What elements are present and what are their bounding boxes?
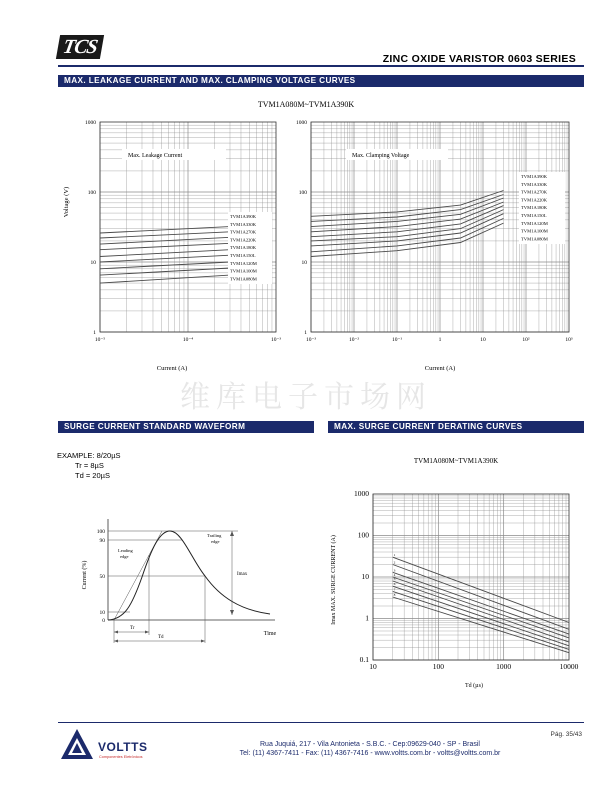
inset-label: Max. Clamping Voltage — [352, 153, 410, 159]
td-arrow-head-left — [114, 640, 118, 643]
x-tick-label: 10⁻² — [348, 337, 360, 343]
x-axis-label: Td (µs) — [465, 683, 483, 689]
wave-xlabel: Time — [263, 631, 277, 637]
y-tick-label: 10 — [301, 260, 307, 266]
series-number: 8 — [393, 592, 396, 597]
legend-entry: TVM1A220K — [521, 197, 548, 203]
y-tick-label: 1 — [365, 613, 369, 623]
legend-entry: TVM1A150L — [230, 253, 256, 258]
y-tick-label: 0.1 — [359, 655, 369, 664]
section-bar-surge-derating: MAX. SURGE CURRENT DERATING CURVES — [328, 421, 584, 433]
y-tick-label: 1000 — [296, 120, 307, 126]
legend-entry: TVM1A080M — [521, 236, 548, 242]
legend-entry: TVM1A330K — [230, 221, 257, 227]
y-tick-label: 1 — [93, 330, 96, 336]
imax-label: Imax — [237, 572, 248, 577]
series-line — [100, 237, 230, 244]
imax-arrow-head-up — [230, 531, 234, 536]
x-tick-label: 1000 — [496, 662, 512, 671]
x-tick-label: 1 — [438, 337, 442, 343]
series-line — [100, 243, 230, 249]
section-bar-surge-waveform: SURGE CURRENT STANDARD WAVEFORM — [58, 421, 314, 433]
page-number: Pág. 35/43 — [550, 731, 582, 738]
footer-address: Rua Juquiá, 217 - Vila Antonieta - S.B.C. - Cep:09629-040 - SP - Brasil — [260, 741, 480, 748]
series-line — [311, 195, 504, 222]
legend-entry: TVM1A220K — [230, 237, 257, 243]
x-tick-label: 100 — [432, 662, 444, 671]
imax-arrow-head-down — [230, 610, 234, 615]
example-text — [57, 451, 121, 481]
x-tick-label: 10 — [369, 662, 377, 671]
y-tick-label: 100 — [87, 190, 96, 196]
y-tick-label: 10 — [90, 260, 96, 266]
series-line — [100, 262, 230, 269]
wave-tick-100: 100 — [96, 529, 105, 535]
series-line — [100, 268, 230, 275]
legend-entry: TVM1A270K — [521, 189, 548, 195]
x-tick-label: 10 — [480, 337, 486, 343]
legend-entry: TVM1A120M — [521, 220, 548, 226]
derating-chart — [326, 480, 588, 702]
legend-entry: TVM1A390K — [521, 174, 548, 179]
td-arrow-head-right — [201, 640, 205, 643]
legend-entry: TVM1A270K — [230, 229, 257, 235]
x-tick-label: 10⁻⁴ — [182, 337, 194, 343]
y-axis-label: Voltage (V) — [63, 186, 70, 218]
series-number: 3 — [393, 568, 396, 573]
leakage-clamping-charts — [56, 112, 592, 377]
legend-entry: TVM1A120M — [230, 260, 257, 266]
series-title: ZINC OXIDE VARISTOR 0603 SERIES — [382, 53, 576, 65]
clamping-chart — [296, 120, 573, 372]
series-line — [311, 202, 504, 232]
wave-ylabel: Current (%) — [82, 560, 88, 590]
chart-main-title: TVM1A080M~TVM1A390K — [257, 100, 355, 109]
legend-entry: TVM1A080M — [230, 276, 257, 282]
wave-tick-50: 50 — [99, 574, 105, 580]
watermark: 维库电子市场网 — [180, 380, 432, 415]
wave-tick-0: 0 — [102, 618, 105, 624]
series-number: 7 — [393, 587, 396, 592]
y-axis-label: Imax MAX. SURGE CURRENT (A) — [331, 535, 337, 625]
legend-entry: TVM1A180K — [230, 245, 257, 251]
derating-title: TVM1A080M~TVM1A390K — [413, 457, 499, 465]
series-number: 5 — [393, 577, 396, 582]
inset-label: Max. Leakage Current — [128, 153, 183, 159]
x-tick-label: 10⁻³ — [270, 337, 282, 343]
leakage-chart — [63, 120, 281, 372]
footer-rule — [58, 722, 584, 723]
series-line — [393, 565, 569, 630]
series-line — [311, 191, 504, 217]
series-number: 4 — [393, 573, 396, 577]
series-line — [100, 255, 230, 262]
series-line — [100, 232, 230, 238]
trailing-edge-label-2: edge — [211, 539, 220, 544]
voltts-logo-icon — [60, 728, 94, 760]
voltts-brand: VOLTTS — [98, 740, 148, 754]
example-line-1: EXAMPLE: 8/20µS — [57, 451, 121, 460]
series-number: 2 — [393, 560, 396, 565]
leading-edge-label-1: Leading — [118, 548, 133, 553]
series-line — [393, 586, 569, 646]
legend-entry: TVM1A390K — [230, 214, 257, 219]
waveform-diagram — [70, 515, 300, 650]
x-tick-label: 10² — [522, 337, 530, 343]
legend-entry: TVM1A150L — [521, 213, 547, 218]
x-tick-label: 10000 — [559, 662, 579, 671]
series-line — [100, 250, 230, 257]
y-tick-label: 100 — [298, 190, 307, 196]
y-tick-label: 1 — [304, 330, 307, 336]
voltts-brand-sub: Componentes Eletrônicos — [99, 755, 143, 759]
series-number: 6 — [393, 582, 396, 587]
y-tick-label: 1000 — [354, 489, 369, 498]
wave-tick-10: 10 — [99, 610, 105, 616]
y-tick-label: 100 — [357, 530, 369, 540]
header-rule — [58, 65, 584, 67]
tr-arrow-head-right — [145, 631, 149, 634]
legend-entry: TVM1A180K — [521, 205, 548, 211]
x-tick-label: 10⁻⁵ — [94, 337, 106, 343]
x-axis-label: Current (A) — [156, 365, 188, 372]
y-tick-label: 10 — [361, 572, 369, 581]
legend-entry: TVM1A100M — [230, 268, 257, 274]
x-axis-label: Current (A) — [424, 365, 456, 372]
derating-chart-plot — [330, 489, 579, 689]
tr-label: Tr — [130, 626, 135, 631]
tr-arrow-head-left — [114, 631, 118, 634]
example-line-2: Tr = 8µS — [75, 461, 104, 470]
legend-entry: TVM1A100M — [521, 228, 548, 234]
tcs-logo: TCS — [56, 35, 104, 59]
series-line — [100, 227, 230, 233]
example-line-3: Td = 20µS — [75, 471, 110, 480]
leading-edge-label-2: edge — [120, 554, 129, 559]
y-tick-label: 1000 — [85, 120, 96, 126]
td-label: Td — [158, 635, 164, 640]
series-number: 1 — [393, 553, 396, 558]
x-tick-label: 10⁻¹ — [391, 337, 403, 343]
legend-entry: TVM1A330K — [521, 181, 548, 187]
trailing-edge-label-1: Trailing — [207, 533, 222, 538]
x-tick-label: 10⁻³ — [305, 337, 317, 343]
footer-contact: Tel: (11) 4367-7411 - Fax: (11) 4367-7416 - www.voltts.com.br - voltts@voltts.com.br — [239, 750, 501, 757]
wave-tick-90: 90 — [99, 538, 105, 544]
series-line — [100, 275, 230, 283]
section-bar-leakage-clamping: MAX. LEAKAGE CURRENT AND MAX. CLAMPING VOLTAGE CURVES — [58, 75, 584, 87]
x-tick-label: 10³ — [565, 337, 573, 343]
